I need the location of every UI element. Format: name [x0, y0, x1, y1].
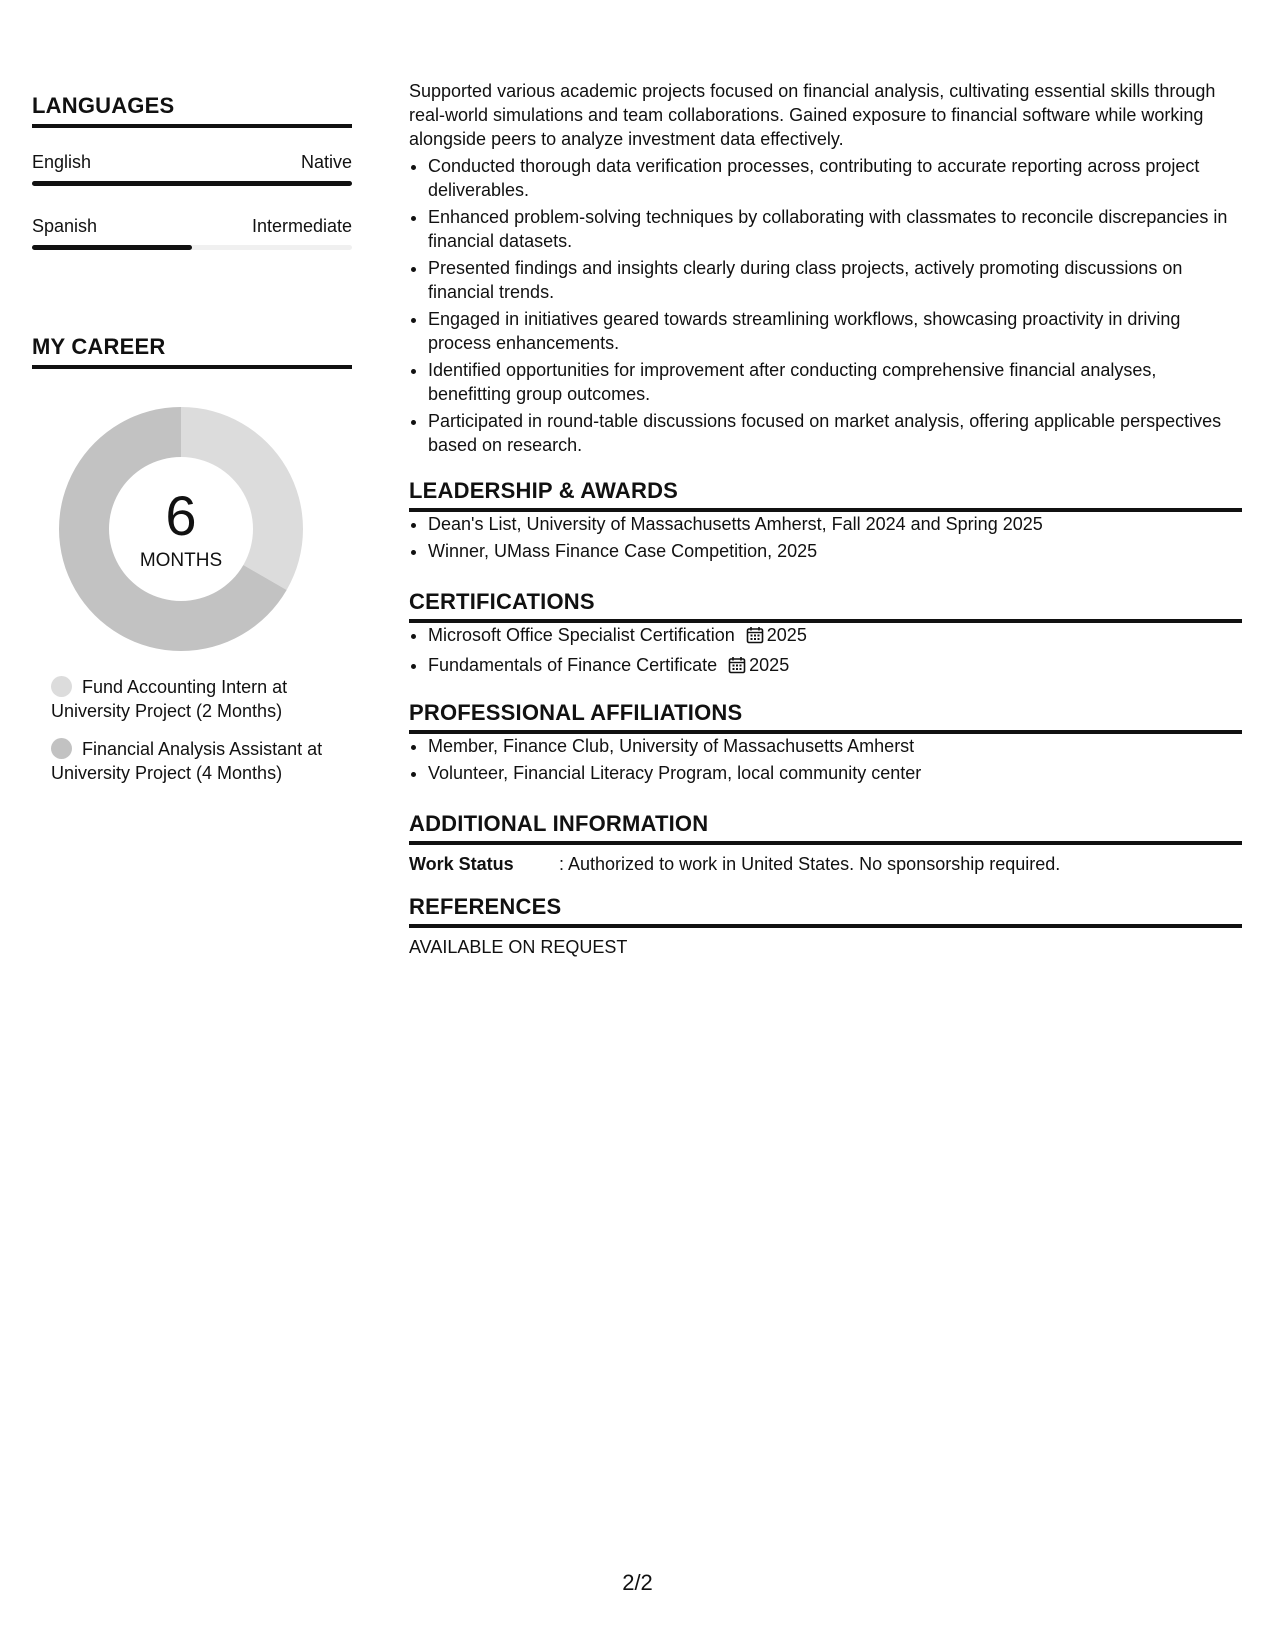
language-name: English	[32, 152, 92, 172]
career-donut-chart	[56, 404, 306, 654]
work-status-value: : Authorized to work in United States. No sponsorship required.	[559, 854, 1061, 874]
affiliations-heading: PROFESSIONAL AFFILIATIONS	[409, 700, 1242, 734]
references-text: AVAILABLE ON REQUEST	[409, 937, 628, 957]
additional-info-heading: ADDITIONAL INFORMATION	[409, 811, 1242, 845]
experience-bullets	[409, 154, 1242, 460]
list-item: • Engaged in initiatives geared towards streamlining workflows, showcasing proactivity in driving process enhancements.	[428, 307, 1242, 355]
list-item: • Participated in round-table discussions focused on market analysis, offering applicable perspectives based on research.	[428, 409, 1242, 457]
language-item	[32, 152, 352, 186]
certification-name: Fundamentals of Finance Certificate	[428, 655, 718, 675]
career-donut-center	[56, 404, 306, 654]
list-item: • Presented findings and insights clearly during class projects, actively promoting discussions on financial trends.	[428, 256, 1242, 304]
list-item	[428, 653, 1242, 680]
leadership-section	[409, 478, 1242, 566]
affiliations-section	[409, 700, 1242, 788]
experience-summary: Supported various academic projects focused on financial analysis, cultivating essential skills through real-world simulations and team collaborations. Gained exposure to financial software while working alongside peers to analyze investment data effectively.	[409, 81, 1216, 149]
additional-info-section	[409, 811, 1242, 875]
legend-label: Fund Accounting Intern at University Project (2 Months)	[51, 677, 288, 721]
languages-heading: LANGUAGES	[32, 93, 352, 128]
language-item	[32, 216, 352, 250]
certifications-heading: CERTIFICATIONS	[409, 589, 1242, 623]
career-legend-item	[51, 737, 341, 785]
language-proficiency-bar	[32, 245, 352, 250]
list-item: • Conducted thorough data verification processes, contributing to accurate reporting across project deliverables.	[428, 154, 1242, 202]
calendar-icon	[728, 656, 746, 680]
career-total-unit: MONTHS	[139, 550, 223, 571]
career-legend-item	[51, 675, 341, 723]
legend-label: Financial Analysis Assistant at University Project (4 Months)	[51, 739, 323, 783]
work-status-row	[409, 854, 1242, 875]
language-level: Intermediate	[251, 216, 352, 236]
certification-year: 2025	[749, 655, 790, 675]
list-item: • Dean's List, University of Massachusetts Amherst, Fall 2024 and Spring 2025	[428, 512, 1242, 536]
work-status-label: Work Status	[409, 854, 514, 874]
page-number: 2/2	[622, 1570, 653, 1595]
language-proficiency-fill	[32, 245, 192, 250]
list-item: • Enhanced problem-solving techniques by collaborating with classmates to reconcile discrepancies in financial datasets.	[428, 205, 1242, 253]
list-item: • Volunteer, Financial Literacy Program, local community center	[428, 761, 1242, 785]
references-section	[409, 894, 1242, 958]
career-total-value: 6	[165, 484, 197, 547]
legend-dot-icon	[51, 738, 72, 759]
certifications-section	[409, 589, 1242, 683]
career-section	[32, 334, 352, 369]
language-proficiency-fill	[32, 181, 352, 186]
list-item: • Winner, UMass Finance Case Competition, 2025	[428, 539, 1242, 563]
language-proficiency-bar	[32, 181, 352, 186]
language-level: Native	[300, 152, 352, 172]
calendar-icon	[746, 626, 764, 650]
list-item: • Member, Finance Club, University of Massachusetts Amherst	[428, 734, 1242, 758]
certification-name: Microsoft Office Specialist Certification	[428, 625, 735, 645]
list-item: • Identified opportunities for improvement after conducting comprehensive financial analyses, benefitting group outcomes.	[428, 358, 1242, 406]
career-heading: MY CAREER	[32, 334, 352, 369]
certification-year: 2025	[766, 625, 807, 645]
leadership-heading: LEADERSHIP & AWARDS	[409, 478, 1242, 512]
list-item	[428, 623, 1242, 650]
legend-dot-icon	[51, 676, 72, 697]
references-heading: REFERENCES	[409, 894, 1242, 928]
language-name: Spanish	[32, 216, 98, 236]
languages-section	[32, 93, 352, 250]
